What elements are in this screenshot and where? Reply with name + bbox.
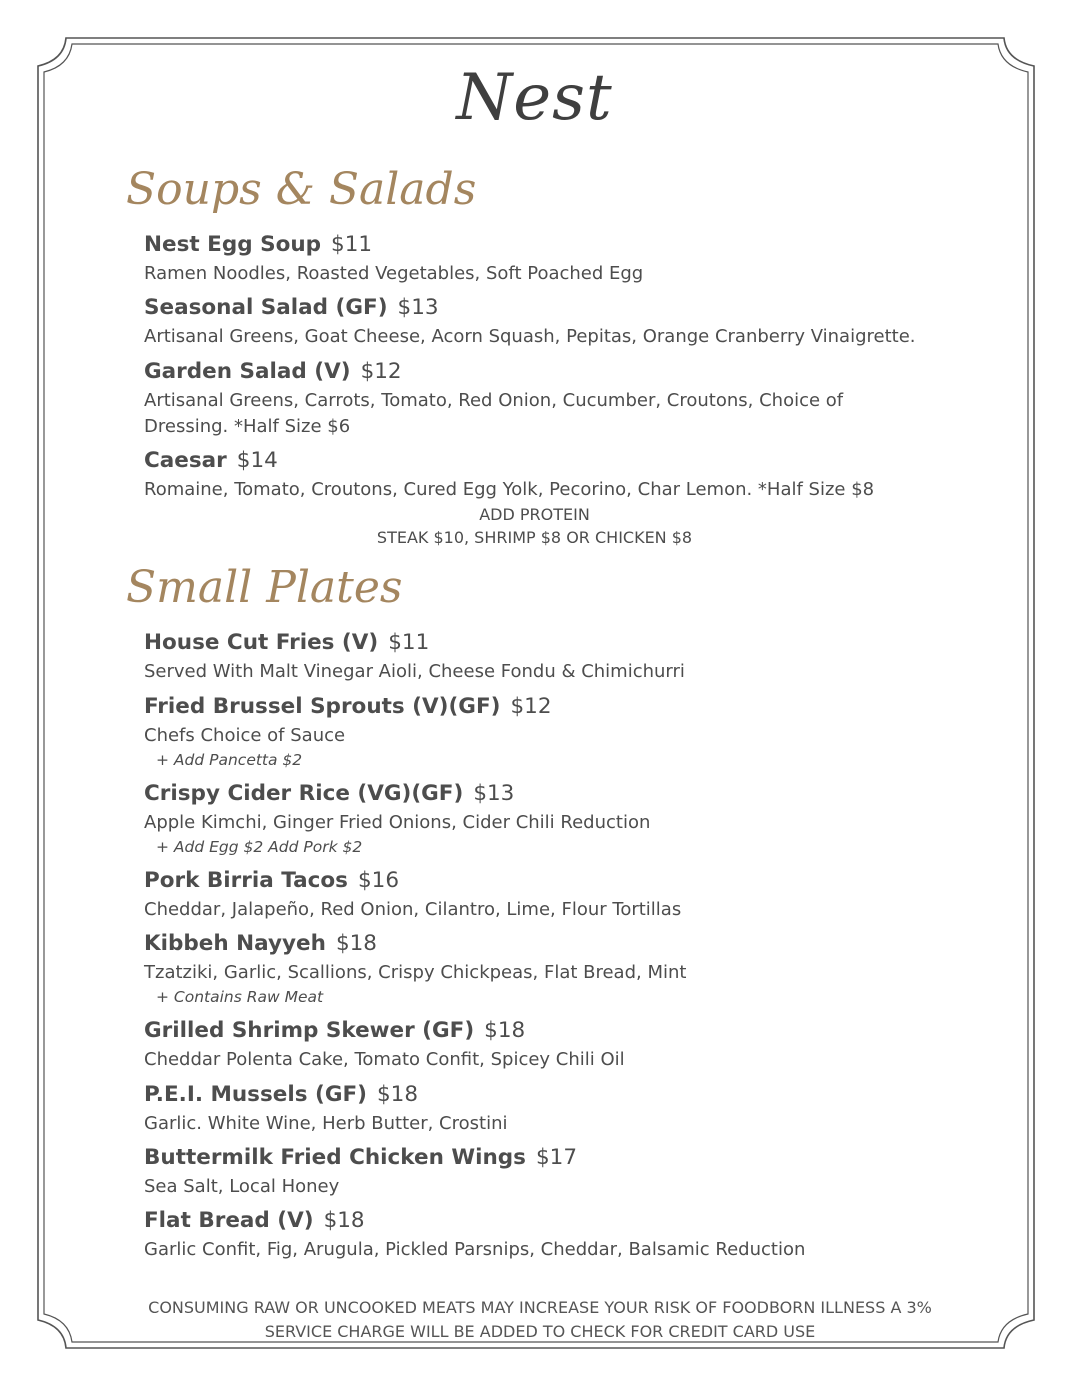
item-addon: + Contains Raw Meat [156, 988, 324, 1006]
item-addon: + Add Pancetta $2 [156, 751, 303, 769]
menu-item [144, 231, 944, 287]
menu-item [144, 1207, 944, 1263]
menu-item [144, 1081, 944, 1137]
menu-item [144, 629, 944, 685]
item-price: $11 [331, 232, 373, 257]
menu-item [144, 780, 944, 858]
item-price: $14 [236, 448, 278, 473]
item-price: $17 [535, 1145, 578, 1170]
item-title [144, 1017, 944, 1045]
menu-item [144, 294, 944, 350]
item-price: $13 [473, 781, 515, 806]
item-title [144, 294, 944, 322]
item-name: Fried Brussel Sprouts (V)(GF) [144, 694, 501, 719]
item-description: Garlic Confit, Fig, Arugula, Pickled Parsnips, Cheddar, Balsamic Reduction [144, 1239, 806, 1260]
item-description: Romaine, Tomato, Croutons, Cured Egg Yolk, Pecorino, Char Lemon. *Half Size $8 [144, 479, 875, 500]
item-name: Buttermilk Fried Chicken Wings [144, 1145, 526, 1170]
item-price: $13 [397, 295, 439, 320]
item-title [144, 1207, 944, 1235]
item-description: Cheddar Polenta Cake, Tomato Confit, Spicey Chili Oil [144, 1049, 625, 1070]
item-description: Apple Kimchi, Ginger Fried Onions, Cider Chili Reduction [144, 812, 651, 833]
menu-item [144, 358, 904, 440]
item-description: Tzatziki, Garlic, Scallions, Crispy Chickpeas, Flat Bread, Mint [144, 962, 687, 983]
menu-item [144, 867, 944, 923]
menu-item [144, 693, 944, 771]
item-price: $12 [360, 359, 402, 384]
item-title [144, 447, 944, 475]
item-title [144, 358, 904, 386]
item-price: $18 [335, 931, 377, 956]
item-name: Caesar [144, 448, 227, 473]
item-description: Sea Salt, Local Honey [144, 1176, 340, 1197]
item-name: Kibbeh Nayyeh [144, 931, 326, 956]
item-name: Grilled Shrimp Skewer (GF) [144, 1018, 475, 1043]
item-title [144, 1081, 944, 1109]
item-description: Chefs Choice of Sauce [144, 725, 346, 746]
item-description: Served With Malt Vinegar Aioli, Cheese Fondu & Chimichurri [144, 661, 685, 682]
item-price: $18 [484, 1018, 526, 1043]
item-price: $11 [388, 630, 430, 655]
item-name: Flat Bread (V) [144, 1208, 314, 1233]
restaurant-title: Nest [456, 61, 613, 135]
item-addon: + Add Egg $2 Add Pork $2 [156, 838, 363, 856]
item-description: Artisanal Greens, Goat Cheese, Acorn Squash, Pepitas, Orange Cranberry Vinaigrette. [144, 326, 916, 347]
section-heading-small-plates: Small Plates [126, 562, 403, 613]
menu-item [144, 1144, 944, 1200]
menu-item [144, 930, 944, 1008]
item-name: Garden Salad (V) [144, 359, 351, 384]
section-heading-soups-salads: Soups & Salads [126, 164, 477, 215]
item-price: $12 [510, 694, 552, 719]
item-description: Cheddar, Jalapeño, Red Onion, Cilantro, Lime, Flour Tortillas [144, 899, 682, 920]
item-name: Pork Birria Tacos [144, 868, 348, 893]
item-name: P.E.I. Mussels (GF) [144, 1082, 367, 1107]
item-description: Garlic. White Wine, Herb Butter, Crostini [144, 1113, 508, 1134]
item-description: Artisanal Greens, Carrots, Tomato, Red Onion, Cucumber, Croutons, Choice of Dressing. *Half Size $6 [144, 390, 844, 437]
menu-item [144, 447, 944, 503]
item-description: Ramen Noodles, Roasted Vegetables, Soft Poached Egg [144, 263, 644, 284]
add-protein-options: STEAK $10, SHRIMP $8 OR CHICKEN $8 [376, 528, 693, 547]
item-price: $16 [357, 868, 400, 893]
add-protein-heading: ADD PROTEIN [479, 505, 590, 524]
item-title [144, 780, 944, 808]
item-title [144, 231, 944, 259]
item-name: Nest Egg Soup [144, 232, 322, 257]
item-price: $18 [377, 1082, 419, 1107]
item-title [144, 1144, 944, 1172]
item-title [144, 867, 944, 895]
item-title [144, 629, 944, 657]
item-price: $18 [323, 1208, 365, 1233]
item-name: House Cut Fries (V) [144, 630, 379, 655]
item-name: Seasonal Salad (GF) [144, 295, 388, 320]
item-name: Crispy Cider Rice (VG)(GF) [144, 781, 464, 806]
item-title [144, 693, 944, 721]
item-title [144, 930, 944, 958]
menu-item [144, 1017, 944, 1073]
disclaimer-text: CONSUMING RAW OR UNCOOKED MEATS MAY INCREASE YOUR RISK OF FOODBORN ILLNESS A 3% SERVICE CHARGE WILL BE ADDED TO CHECK FOR CREDIT CARD USE [148, 1298, 932, 1338]
